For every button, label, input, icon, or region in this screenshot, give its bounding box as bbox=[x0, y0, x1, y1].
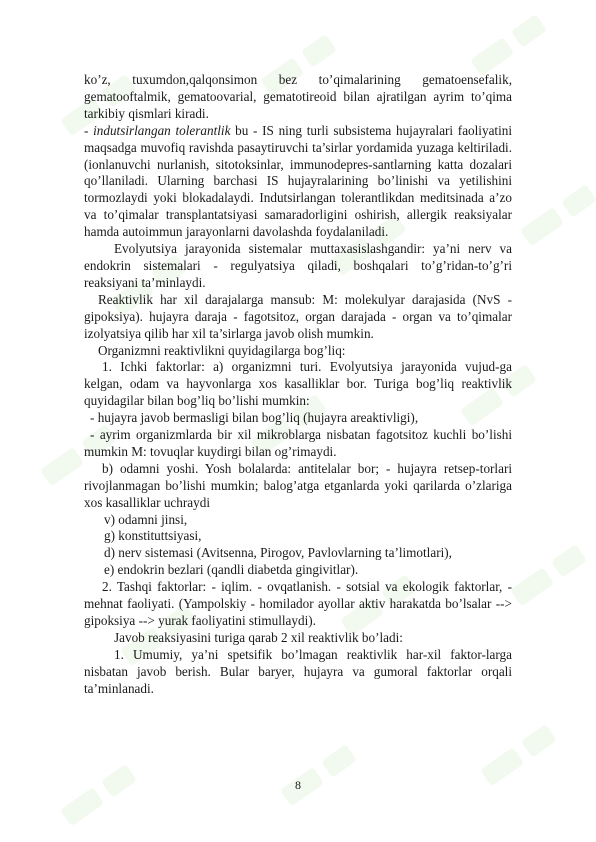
paragraph-7: - hujayra javob bermasligi bilan bog’liq (hujayra areaktivligi), bbox=[90, 410, 419, 426]
paragraph-2-prefix: - bbox=[84, 122, 94, 138]
paragraph-11: g) konstituttsiyasi, bbox=[104, 528, 202, 544]
paragraph-14: 2. Tashqi faktorlar: - iqlim. - ovqatlanish. - sotsial va ekologik faktorlar, - mehnat faoliyati. (Yampolskiy - homilador ayollar aktiv harakatda bo’lsalar --> gipoksiya --> yurak faoliyatini stimullaydi). bbox=[84, 579, 512, 628]
paragraph-4: Reaktivlik har xil darajalarga mansub: M: molekulyar darajasida (NvS - gipoksiya). hujayra daraja - fagotsitoz, organ darajada - organ va to’qimalar izolyatsiya qilib har xil ta’sirlarga javob olish mumkin. bbox=[84, 291, 512, 341]
paragraph-6: 1. Ichki faktorlar: a) organizmni turi. Evolyutsiya jarayonida vujud-ga kelgan, odam va hayvonlarga xos kasalliklar bor. Turiga bog’liq reaktivlik quyidagilar bilan bog’liq bo’lishi mumkin: bbox=[84, 359, 512, 409]
term-induced-tolerance: indutsirlangan tolerantlik bbox=[93, 122, 231, 138]
paragraph-2-text: bu - IS ning turli subsistema hujayralari faoliyatini maqsadga muvofiq ravishda pasaytiruvchi ta’sirlar yordamida yuzaga keltiriladi.(ionlanuvchi nurlanish, sitotoksinlar, immunodepres-santlarning katta dozalari qo’llaniladi. Ularning barchasi IS hujayralarining bo’linishi va yetilishini tormozlaydi yoki blokadalaydi. Indutsirlangan tolerantlikdan meditsinada a’zo va to’qimalar transplantatsiyasi samaradorligini oshirish, allergik reaksiyalar hamda autoimmun jarayonlarni davolashda foydalaniladi. bbox=[84, 122, 513, 240]
paragraph-15: Javob reaksiyasini turiga qarab 2 xil reaktivlik bo’ladi: bbox=[114, 629, 403, 645]
paragraph-8: - ayrim organizmlarda bir xil mikroblarga nisbatan fagotsitoz kuchli bo’lishi mumkin M: tovuqlar kuydirgi bilan og’rimaydi. bbox=[84, 427, 512, 459]
paragraph-10: v) odamni jinsi, bbox=[104, 511, 188, 527]
paragraph-9: b) odamni yoshi. Yosh bolalarda: antitelalar bor; - hujayra retsep-torlari rivojlanmagan bo’lishi mumkin; balog’atga etganlarda yoki qarilarda o’zlariga xos kasalliklar uchraydi bbox=[84, 460, 512, 510]
paragraph-13: e) endokrin bezlari (qandli diabetda gingivitlar). bbox=[104, 562, 359, 578]
paragraph-12: d) nerv sistemasi (Avitsenna, Pirogov, Pavlovlarning ta’limotlari), bbox=[104, 545, 452, 561]
paragraph-2 bbox=[84, 123, 512, 241]
document-body bbox=[84, 72, 512, 698]
paragraph-16: 1. Umumiy, ya’ni spetsifik bo’lmagan reaktivlik har-xil faktor-larga nisbatan javob berish. Bular baryer, hujayra va gumoral faktorlar orqali ta’minlanadi. bbox=[84, 646, 512, 696]
page-number: 8 bbox=[295, 778, 301, 792]
paragraph-1: ko’z, tuxumdon,qalqonsimon bez to’qimalarining gematoensefalik, gematooftalmik, gematoovarial, gematotireoid bilan ajratilgan ayrim to’qima tarkibiy qismlari kiradi. bbox=[84, 72, 512, 121]
paragraph-5: Organizmni reaktivlikni quyidagilarga bog’liq: bbox=[98, 342, 346, 358]
paragraph-3: Evolyutsiya jarayonida sistemalar muttaxasislashgandir: ya’ni nerv va endokrin sistemalari - regulyatsiya qiladi, boshqalari to’g’ridan-to’g’ri reaksiyani ta’minlaydi. bbox=[84, 241, 512, 290]
